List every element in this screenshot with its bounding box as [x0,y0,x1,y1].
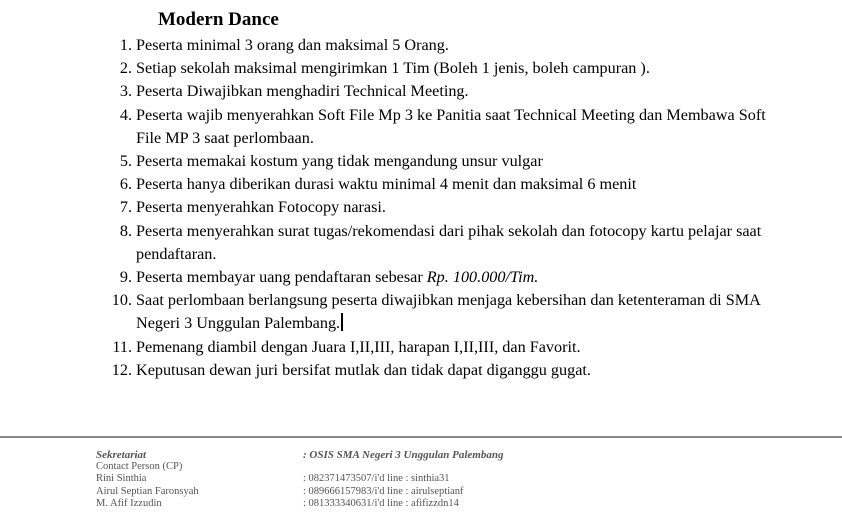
list-item [0,289,776,335]
rule-text: Peserta membayar uang pendaftaran sebesar [136,268,427,287]
list-number: 9. [119,268,132,287]
list-item [0,359,776,382]
page-title: Modern Dance [158,9,279,30]
secretariat-label: Sekretariat [96,449,147,461]
list-item [0,34,776,57]
rule-text: Pemenang diambil dengan Juara I,II,III, harapan I,II,III, dan Favorit. [136,337,581,356]
rule-text: Peserta wajib menyerahkan Soft File Mp 3 ke Panitia saat Technical Meeting dan Membawa Soft File MP 3 saat perlombaan. [136,105,766,147]
registration-fee: Rp. 100.000/Tim. [426,268,539,287]
rule-text: Peserta menyerahkan surat tugas/rekomendasi dari pihak sekolah dan fotocopy kartu pelajar saat pendaftaran. [136,221,762,263]
contact-name: Rini Sinthia [96,473,147,485]
rule-text: Setiap sekolah maksimal mengirimkan 1 Tim (Boleh 1 jenis, boleh campuran ). [136,59,650,78]
rule-text: Keputusan dewan juri bersifat mutlak dan tidak dapat diganggu gugat. [136,360,591,379]
list-number: 8. [119,221,132,240]
rule-text: Saat perlombaan berlangsung peserta diwajibkan menjaga kebersihan dan ketenteraman di SMA Negeri 3 Unggulan Palembang. [136,291,760,333]
list-number: 6. [119,175,132,194]
contact-name: M. Afif Izzudin [96,497,162,509]
list-item [0,196,776,219]
list-number: 4. [119,105,132,124]
rule-text: Peserta Diwajibkan menghadiri Technical Meeting. [136,82,469,101]
contact-info: : 081333340631/i'd line : afifizzdn14 [303,497,459,509]
list-number: 7. [119,198,132,217]
list-item [0,336,776,359]
secretariat-value: : OSIS SMA Negeri 3 Unggulan Palembang [303,449,504,461]
list-item [0,80,776,103]
list-number: 5. [119,152,132,171]
rules-list [0,34,842,382]
list-number: 10. [111,291,132,310]
list-item [0,150,776,173]
list-number: 12. [111,360,132,379]
rule-text: Peserta minimal 3 orang dan maksimal 5 Orang. [136,36,449,54]
list-item [0,57,776,80]
contact-info: : 089666157983/i'd line : airulseptianf [303,485,464,497]
list-number: 2. [119,59,132,78]
list-item [0,173,776,196]
contact-info: : 082371473507/i'd line : sinthia31 [303,473,450,485]
rule-text: Peserta hanya diberikan durasi waktu minimal 4 menit dan maksimal 6 menit [136,175,637,194]
list-number: 3. [119,82,132,101]
contact-name: Airul Septian Faronsyah [96,485,199,497]
list-number: 1. [119,36,132,54]
rule-text: Peserta menyerahkan Fotocopy narasi. [136,198,386,217]
list-item [0,104,776,150]
list-item [0,220,776,266]
list-number: 11. [112,337,132,356]
list-item [0,266,776,289]
text-cursor [341,313,343,331]
contact-person-label: Contact Person (CP) [96,461,183,473]
rule-text: Peserta memakai kostum yang tidak mengandung unsur vulgar [136,152,543,171]
footer-divider [0,436,842,438]
